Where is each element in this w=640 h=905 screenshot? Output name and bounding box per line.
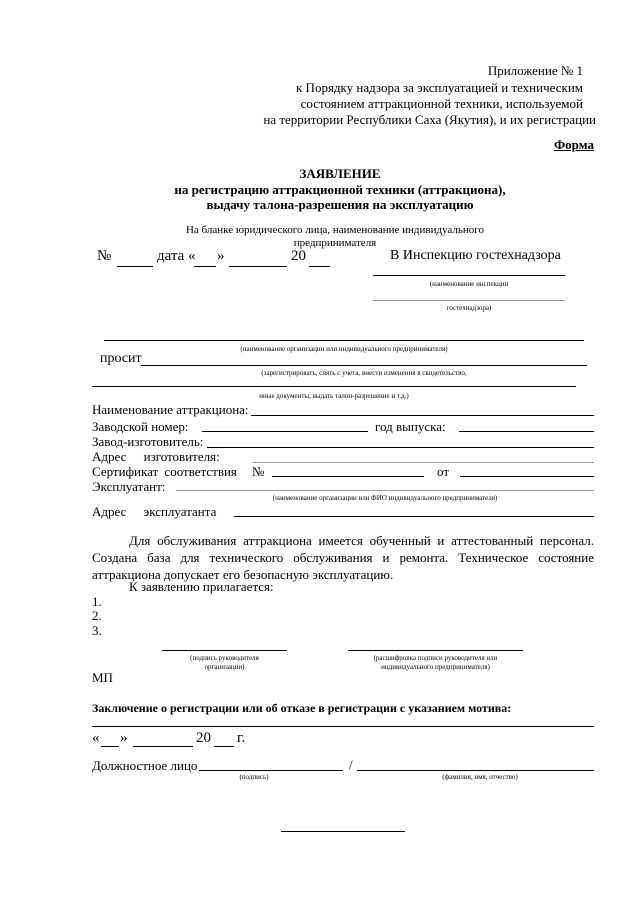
signature-decode-field[interactable] <box>348 650 523 651</box>
requests-field[interactable] <box>141 365 587 366</box>
date-day-field[interactable] <box>194 266 216 267</box>
operator-label: Эксплуатант: <box>92 479 166 494</box>
organization-hint: (наименование организации или индивидуального предпринимателя) <box>240 345 448 353</box>
official-name-hint: (фамилия, имя, отчество) <box>442 773 518 781</box>
form-label: Форма <box>554 137 594 152</box>
appendix-line-2: состоянием аттракционной техники, используемой <box>300 96 583 111</box>
appendix-title: Приложение № 1 <box>487 63 583 78</box>
certificate-date-field[interactable] <box>460 476 594 477</box>
head-signature-hint-2: организации) <box>204 663 245 671</box>
head-signature-hint-1: (подпись руководителя <box>190 654 259 662</box>
year-field[interactable] <box>459 431 594 432</box>
inspection-name-field[interactable] <box>373 275 565 276</box>
appendix-line-3: на территории Республики Саха (Якутия), и их регистрации <box>263 112 596 127</box>
stamp-label: МП <box>92 670 113 685</box>
official-sign-hint: (подпись) <box>239 773 269 781</box>
conclusion-title: Заключение о регистрации или об отказе в регистрации с указанием мотива: <box>92 701 512 715</box>
footnote-separator <box>281 831 405 832</box>
date-year-field[interactable] <box>309 266 330 267</box>
manufacturer-address-label: Адрес изготовителя: <box>92 449 220 464</box>
operator-address-label: Адрес эксплуатанта <box>92 504 217 519</box>
official-signature-field[interactable] <box>199 770 343 771</box>
manufacturer-address-field[interactable] <box>253 462 594 463</box>
appendix-line-1: к Порядку надзора за эксплуатацией и техническим <box>295 80 583 95</box>
document-title: ЗАЯВЛЕНИЕ <box>299 166 381 181</box>
conclusion-year-suffix: г. <box>237 730 246 746</box>
date-month-field[interactable] <box>229 266 287 267</box>
attachment-item-3: 3. <box>92 623 102 638</box>
certificate-label: Сертификат соответствия <box>92 464 237 479</box>
document-subtitle-1: на регистрацию аттракционной техники (аттракциона), <box>174 182 506 197</box>
certificate-number-field[interactable] <box>272 476 424 477</box>
manufacturer-label: Завод-изготовитель: <box>92 434 204 449</box>
conclusion-date-close: » <box>120 730 128 746</box>
requests-hint-2: иные документы, выдать талон-разрешение и т.д.) <box>259 392 409 400</box>
conclusion-date-open: « <box>92 730 100 746</box>
blank-note-2: предпринимателя <box>293 237 377 249</box>
inspection-hint-1: (наименование инспекции <box>429 280 509 288</box>
conclusion-year-prefix: 20 <box>196 730 211 746</box>
inspection-hint-2: гостехнадзора) <box>446 304 492 312</box>
certificate-no-sign: № <box>252 464 265 479</box>
official-slash: / <box>349 757 353 772</box>
head-signature-field[interactable] <box>162 650 287 651</box>
conclusion-field[interactable] <box>92 726 594 727</box>
signature-decode-hint-2: индивидуального предпринимателя) <box>381 663 490 671</box>
signature-decode-hint-1: (расшифровка подписи руководителя или <box>373 654 498 662</box>
inspection-to: В Инспекцию гостехнадзора <box>390 248 561 263</box>
year-label: год выпуска: <box>375 419 446 434</box>
serial-number-field[interactable] <box>202 431 368 432</box>
number-field[interactable] <box>117 266 153 267</box>
requests-hint-1: (зарегистрировать, снять с учета, внести изменения в свидетельство, <box>261 369 467 377</box>
number-sign: № <box>97 248 112 264</box>
attraction-name-label: Наименование аттракциона: <box>92 402 249 417</box>
blank-note-1: На бланке юридического лица, наименование индивидуального <box>185 224 485 236</box>
conclusion-month-field[interactable] <box>133 746 193 747</box>
body-paragraph: Для обслуживания аттракциона имеется обученный и аттестованный персонал. Создана база для технического обслуживания и ремонта. Техническое состояние аттракциона допускает его безопасную эксплуатацию. <box>92 533 594 582</box>
requests-label: просит <box>100 351 142 366</box>
document-subtitle-2: выдачу талона-разрешения на эксплуатацию <box>206 197 474 212</box>
conclusion-day-field[interactable] <box>101 746 119 747</box>
attraction-name-field[interactable] <box>251 415 594 416</box>
certificate-from-label: от <box>437 464 450 479</box>
date-year-prefix: 20 <box>291 248 306 264</box>
manufacturer-field[interactable] <box>207 447 594 448</box>
operator-hint: (наименование организации или ФИО индивидуального предпринимателя) <box>272 494 498 502</box>
attachment-item-2: 2. <box>92 608 102 623</box>
date-label: дата « <box>157 248 196 264</box>
organization-field[interactable] <box>104 340 584 341</box>
date-quote-close: » <box>217 248 225 264</box>
operator-address-field[interactable] <box>234 516 594 517</box>
serial-number-label: Заводской номер: <box>92 419 189 434</box>
conclusion-year-field[interactable] <box>214 746 234 747</box>
operator-field[interactable] <box>176 490 594 491</box>
requests-field-2[interactable] <box>92 386 576 387</box>
official-label: Должностное лицо <box>92 758 198 773</box>
attachments-label: К заявлению прилагается: <box>129 579 274 594</box>
attachment-item-1: 1. <box>92 594 102 609</box>
inspection-name-field-2[interactable] <box>373 300 565 301</box>
official-name-field[interactable] <box>357 770 594 771</box>
